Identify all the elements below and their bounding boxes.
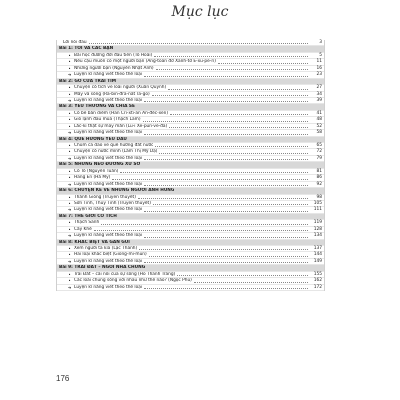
toc-entry-title: Thánh Gióng (Truyền thuyết) bbox=[74, 194, 136, 200]
dot-leader bbox=[152, 92, 308, 96]
toc-entry-page: 5 bbox=[319, 52, 322, 58]
toc-entry-page: 72 bbox=[316, 149, 322, 155]
toc-entry-title: Mây và sóng (Ra-bin-đra-nát Ta-go) bbox=[74, 91, 150, 97]
toc-entry-page: 119 bbox=[313, 220, 322, 226]
bullet-icon bbox=[67, 143, 72, 148]
dot-leader bbox=[154, 54, 308, 58]
toc-entry-title: Cô Tô (Nguyễn Tuân) bbox=[74, 168, 119, 174]
toc-entry-title: Hang Én (Hà My) bbox=[74, 175, 111, 181]
arrow-icon bbox=[67, 259, 72, 264]
toc-entry-page: 144 bbox=[313, 252, 322, 258]
toc-entry-title: Luyện kĩ năng viết theo thể loại bbox=[74, 258, 143, 264]
toc-entry-title: Thạch Sanh bbox=[74, 220, 100, 226]
toc-entry-page: 111 bbox=[313, 207, 322, 213]
toc-entry-page: 41 bbox=[316, 110, 322, 116]
toc-entry-title: Bài 4: QUÊ HƯƠNG YÊU DẤU bbox=[59, 136, 127, 142]
toc-entry-title: Nếu cậu muốn có một người bạn (Ăng-toan đơ Xanh-tơ Ê-xu-pe-ri) bbox=[74, 59, 216, 65]
dot-leader bbox=[138, 195, 308, 199]
toc-entry-page: 52 bbox=[316, 123, 322, 129]
toc-entry-title: Luyện kĩ năng viết theo thể loại bbox=[74, 284, 143, 290]
toc-entry-title: Bài 2: GÕ CỬA TRÁI TIM bbox=[59, 78, 117, 84]
toc-entry-title: Bài 5: NHỮNG NẺO ĐƯỜNG XỨ SỞ bbox=[59, 162, 141, 168]
toc-entry-page: 172 bbox=[313, 284, 322, 290]
dot-leader bbox=[144, 286, 308, 290]
toc-skill-entry bbox=[57, 285, 324, 291]
dot-leader bbox=[144, 157, 308, 161]
page-title: Mục lục bbox=[171, 4, 229, 20]
toc-entry-page: 98 bbox=[316, 194, 322, 200]
toc-entry-title: Luyện kĩ năng viết theo thể loại bbox=[74, 155, 143, 161]
bullet-icon bbox=[67, 195, 72, 200]
toc-entry-title: Các loài chung sống với nhau như thế nào? (Ngọc Phú) bbox=[74, 278, 192, 284]
toc-entry-title: Luyện kĩ năng viết theo thể loại bbox=[74, 97, 143, 103]
bullet-icon bbox=[67, 246, 72, 251]
dot-leader bbox=[143, 118, 308, 122]
dot-leader bbox=[169, 125, 308, 129]
bullet-icon bbox=[67, 220, 72, 225]
bullet-icon bbox=[67, 175, 72, 180]
bullet-icon bbox=[67, 92, 72, 97]
arrow-icon bbox=[67, 207, 72, 212]
dot-leader bbox=[144, 260, 308, 264]
bullet-icon bbox=[67, 272, 72, 277]
toc-entry-title: Cô bé bán diêm (Han Cri-xti-an An-đéc-xen) bbox=[74, 110, 169, 116]
toc-entry-title: Bài 9: TRÁI ĐẤT – NGÔI NHÀ CHUNG bbox=[59, 265, 146, 271]
dot-leader bbox=[144, 73, 308, 77]
toc-entry-title: Hai loại khác biệt (Giong-mi-mun) bbox=[74, 252, 147, 258]
bullet-icon bbox=[67, 252, 72, 257]
toc-entry-page: 128 bbox=[313, 226, 322, 232]
dot-leader bbox=[159, 150, 308, 154]
toc-entry-title: Những người bạn (Nguyễn Nhật Ánh) bbox=[74, 65, 154, 71]
toc-entry-title: Bài 8: KHÁC BIỆT VÀ GẦN GŨI bbox=[59, 239, 130, 245]
toc-entry-page: 137 bbox=[313, 246, 322, 251]
toc-entry-page: 27 bbox=[316, 85, 322, 91]
toc-entry-page: 65 bbox=[316, 143, 322, 148]
toc-entry-page: 134 bbox=[313, 233, 322, 239]
toc-entry-title: Xem người ta kìa (Lạc Thanh) bbox=[74, 246, 138, 251]
dot-leader bbox=[144, 208, 308, 212]
toc-entry-title: Sơn Tinh, Thuỷ Tinh (Truyền thuyết) bbox=[74, 200, 151, 206]
toc-entry-title: Luyện kĩ năng viết theo thể loại bbox=[74, 233, 143, 239]
toc-entry-page: 105 bbox=[313, 200, 322, 206]
toc-entry-page: 149 bbox=[313, 258, 322, 264]
arrow-icon bbox=[67, 98, 72, 103]
bullet-icon bbox=[67, 201, 72, 206]
bullet-icon bbox=[67, 111, 72, 116]
bullet-icon bbox=[67, 278, 72, 283]
arrow-icon bbox=[67, 182, 72, 187]
toc-entry-title: Gió lạnh đầu mùa (Thạch Lam) bbox=[74, 117, 141, 123]
toc-entry-title: Trái Đất – cái nôi của sự sống (Hồ Thanh Trang) bbox=[74, 271, 176, 277]
dot-leader bbox=[194, 279, 308, 283]
toc-entry-page: 162 bbox=[313, 278, 322, 284]
dot-leader bbox=[139, 247, 308, 251]
toc-entry-page: 86 bbox=[316, 175, 322, 181]
dot-leader bbox=[94, 228, 308, 232]
dot-leader bbox=[144, 99, 308, 103]
toc-entry-title: Lắc-ki thật sự may mắn (Lu-i Xe-pun-ve-đa) bbox=[74, 123, 168, 129]
toc-entry-title: Luyện kĩ năng viết theo thể loại bbox=[74, 130, 143, 136]
toc-entry-title: Luyện kĩ năng viết theo thể loại bbox=[74, 207, 143, 213]
bullet-icon bbox=[67, 59, 72, 64]
toc-entry-page: 81 bbox=[316, 168, 322, 174]
bullet-icon bbox=[67, 66, 72, 71]
toc-entry-page: 58 bbox=[316, 130, 322, 136]
arrow-icon bbox=[67, 72, 72, 77]
toc-entry-title: Bài 6: CHUYỆN KỂ VỀ NHỮNG NGƯỜI ANH HÙNG bbox=[59, 188, 175, 194]
toc-entry-title: Bài 1: TÔI VÀ CÁC BẠN bbox=[59, 46, 114, 52]
dot-leader bbox=[101, 221, 308, 225]
dot-leader bbox=[168, 86, 308, 90]
bullet-icon bbox=[67, 169, 72, 174]
dot-leader bbox=[149, 253, 308, 257]
toc-entry-title: Chuyện cổ nước mình (Lâm Thị Mỹ Dạ) bbox=[74, 149, 158, 155]
arrow-icon bbox=[67, 156, 72, 161]
dot-leader bbox=[155, 144, 308, 148]
dot-leader bbox=[120, 170, 308, 174]
toc-entry-page: 11 bbox=[316, 59, 322, 65]
bullet-icon bbox=[67, 124, 72, 129]
toc-entry-page: 23 bbox=[316, 72, 322, 78]
toc-entry-title: Bài 3: YÊU THƯƠNG VÀ CHIA SẺ bbox=[59, 104, 135, 110]
dot-leader bbox=[112, 176, 308, 180]
toc-entry-title: Bài học đường đời đầu tiên (Tô Hoài) bbox=[74, 52, 153, 58]
dot-leader bbox=[144, 234, 308, 238]
page-number: 176 bbox=[56, 374, 70, 383]
bullet-icon bbox=[67, 53, 72, 58]
bullet-icon bbox=[67, 117, 72, 122]
bullet-icon bbox=[67, 85, 72, 90]
arrow-icon bbox=[67, 285, 72, 290]
toc-entry-page: 79 bbox=[316, 155, 322, 161]
toc-entry-page: 16 bbox=[316, 65, 322, 71]
toc-entry-page: 155 bbox=[313, 271, 322, 277]
dot-leader bbox=[218, 60, 308, 64]
toc-entry-page: 92 bbox=[316, 181, 322, 187]
toc-entry-title: Luyện kĩ năng viết theo thể loại bbox=[74, 72, 143, 78]
dot-leader bbox=[153, 202, 308, 206]
dot-leader bbox=[156, 67, 308, 71]
toc-entry-page: 34 bbox=[316, 91, 322, 97]
bullet-icon bbox=[67, 227, 72, 232]
arrow-icon bbox=[67, 130, 72, 135]
toc-entry-page: 3 bbox=[319, 40, 322, 45]
toc-entry-title: Chuyện cổ tích về loài người (Xuân Quỳnh) bbox=[74, 85, 167, 91]
toc-entry-title: Lời nói đầu bbox=[63, 40, 87, 45]
dot-leader bbox=[177, 273, 308, 277]
dot-leader bbox=[144, 183, 308, 187]
arrow-icon bbox=[67, 233, 72, 238]
table-of-contents bbox=[56, 40, 325, 291]
toc-entry-title: Luyện kĩ năng viết theo thể loại bbox=[74, 181, 143, 187]
toc-entry-page: 48 bbox=[316, 117, 322, 123]
toc-entry-title: Bài 7: THẾ GIỚI CỔ TÍCH bbox=[59, 213, 117, 219]
dot-leader bbox=[144, 131, 308, 135]
toc-entry-title: Chùm ca dao về quê hương đất nước bbox=[74, 143, 154, 148]
dot-leader bbox=[89, 41, 308, 45]
toc-entry-page: 39 bbox=[316, 97, 322, 103]
dot-leader bbox=[170, 112, 308, 116]
bullet-icon bbox=[67, 149, 72, 154]
toc-entry-title: Cây Khế bbox=[74, 226, 92, 232]
